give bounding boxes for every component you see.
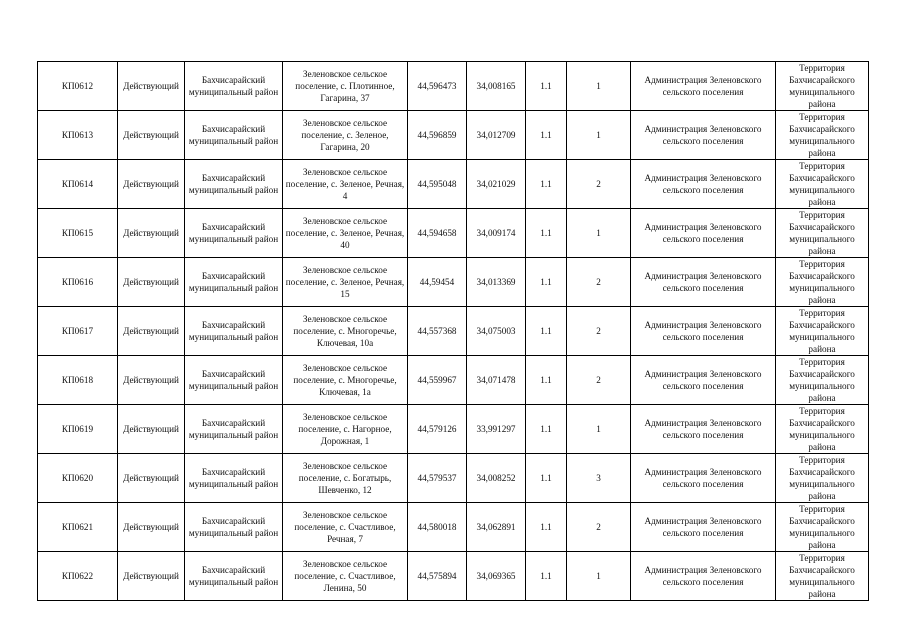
- status-cell: Действующий: [118, 160, 185, 209]
- longitude-cell: 34,009174: [467, 209, 526, 258]
- service-zone-cell: Территория Бахчисарайского муниципального района: [776, 62, 869, 111]
- latitude-cell: 44,59454: [408, 258, 467, 307]
- collection-points-table: [37, 61, 869, 601]
- status-cell: Действующий: [118, 209, 185, 258]
- table-body: [38, 62, 869, 601]
- longitude-cell: 34,069365: [467, 552, 526, 601]
- address-cell: Зеленовское сельское поселение, с. Многоречье, Ключевая, 1а: [283, 356, 408, 405]
- container-count-cell: 1: [567, 552, 631, 601]
- service-zone-cell: Территория Бахчисарайского муниципального района: [776, 307, 869, 356]
- type-cell: 1.1: [526, 503, 567, 552]
- address-cell: Зеленовское сельское поселение, с. Зеленое, Речная, 15: [283, 258, 408, 307]
- type-cell: 1.1: [526, 454, 567, 503]
- container-count-cell: 2: [567, 356, 631, 405]
- type-cell: 1.1: [526, 209, 567, 258]
- owner-cell: Администрация Зеленовского сельского поселения: [631, 111, 776, 160]
- latitude-cell: 44,579537: [408, 454, 467, 503]
- district-cell: Бахчисарайский муниципальный район: [185, 111, 283, 160]
- status-cell: Действующий: [118, 307, 185, 356]
- address-cell: Зеленовское сельское поселение, с. Зеленое, Речная, 4: [283, 160, 408, 209]
- address-cell: Зеленовское сельское поселение, с. Нагорное, Дорожная, 1: [283, 405, 408, 454]
- point-code-cell: КП0614: [38, 160, 118, 209]
- table-row: [38, 454, 869, 503]
- table-row: [38, 552, 869, 601]
- point-code-cell: КП0622: [38, 552, 118, 601]
- status-cell: Действующий: [118, 405, 185, 454]
- district-cell: Бахчисарайский муниципальный район: [185, 356, 283, 405]
- point-code-cell: КП0613: [38, 111, 118, 160]
- district-cell: Бахчисарайский муниципальный район: [185, 209, 283, 258]
- status-cell: Действующий: [118, 356, 185, 405]
- service-zone-cell: Территория Бахчисарайского муниципального района: [776, 111, 869, 160]
- district-cell: Бахчисарайский муниципальный район: [185, 62, 283, 111]
- status-cell: Действующий: [118, 258, 185, 307]
- district-cell: Бахчисарайский муниципальный район: [185, 552, 283, 601]
- latitude-cell: 44,575894: [408, 552, 467, 601]
- owner-cell: Администрация Зеленовского сельского поселения: [631, 405, 776, 454]
- type-cell: 1.1: [526, 258, 567, 307]
- district-cell: Бахчисарайский муниципальный район: [185, 503, 283, 552]
- container-count-cell: 2: [567, 307, 631, 356]
- district-cell: Бахчисарайский муниципальный район: [185, 160, 283, 209]
- status-cell: Действующий: [118, 62, 185, 111]
- point-code-cell: КП0621: [38, 503, 118, 552]
- table-row: [38, 111, 869, 160]
- owner-cell: Администрация Зеленовского сельского поселения: [631, 454, 776, 503]
- address-cell: Зеленовское сельское поселение, с. Плотинное, Гагарина, 37: [283, 62, 408, 111]
- latitude-cell: 44,595048: [408, 160, 467, 209]
- owner-cell: Администрация Зеленовского сельского поселения: [631, 209, 776, 258]
- latitude-cell: 44,594658: [408, 209, 467, 258]
- address-cell: Зеленовское сельское поселение, с. Зеленое, Речная, 40: [283, 209, 408, 258]
- longitude-cell: 34,075003: [467, 307, 526, 356]
- latitude-cell: 44,559967: [408, 356, 467, 405]
- longitude-cell: 33,991297: [467, 405, 526, 454]
- latitude-cell: 44,579126: [408, 405, 467, 454]
- container-count-cell: 1: [567, 111, 631, 160]
- table-row: [38, 503, 869, 552]
- owner-cell: Администрация Зеленовского сельского поселения: [631, 258, 776, 307]
- type-cell: 1.1: [526, 62, 567, 111]
- point-code-cell: КП0617: [38, 307, 118, 356]
- district-cell: Бахчисарайский муниципальный район: [185, 258, 283, 307]
- point-code-cell: КП0615: [38, 209, 118, 258]
- address-cell: Зеленовское сельское поселение, с. Зеленое, Гагарина, 20: [283, 111, 408, 160]
- service-zone-cell: Территория Бахчисарайского муниципального района: [776, 405, 869, 454]
- district-cell: Бахчисарайский муниципальный район: [185, 307, 283, 356]
- service-zone-cell: Территория Бахчисарайского муниципального района: [776, 258, 869, 307]
- container-count-cell: 3: [567, 454, 631, 503]
- address-cell: Зеленовское сельское поселение, с. Многоречье, Ключевая, 10а: [283, 307, 408, 356]
- point-code-cell: КП0618: [38, 356, 118, 405]
- owner-cell: Администрация Зеленовского сельского поселения: [631, 62, 776, 111]
- status-cell: Действующий: [118, 454, 185, 503]
- table-row: [38, 62, 869, 111]
- longitude-cell: 34,062891: [467, 503, 526, 552]
- type-cell: 1.1: [526, 307, 567, 356]
- service-zone-cell: Территория Бахчисарайского муниципального района: [776, 503, 869, 552]
- table-row: [38, 258, 869, 307]
- address-cell: Зеленовское сельское поселение, с. Богатырь, Шевченко, 12: [283, 454, 408, 503]
- table-row: [38, 405, 869, 454]
- status-cell: Действующий: [118, 111, 185, 160]
- status-cell: Действующий: [118, 552, 185, 601]
- container-count-cell: 2: [567, 258, 631, 307]
- container-count-cell: 2: [567, 160, 631, 209]
- latitude-cell: 44,596473: [408, 62, 467, 111]
- service-zone-cell: Территория Бахчисарайского муниципального района: [776, 160, 869, 209]
- table-row: [38, 209, 869, 258]
- point-code-cell: КП0619: [38, 405, 118, 454]
- point-code-cell: КП0616: [38, 258, 118, 307]
- owner-cell: Администрация Зеленовского сельского поселения: [631, 160, 776, 209]
- longitude-cell: 34,012709: [467, 111, 526, 160]
- container-count-cell: 1: [567, 62, 631, 111]
- district-cell: Бахчисарайский муниципальный район: [185, 405, 283, 454]
- service-zone-cell: Территория Бахчисарайского муниципального района: [776, 454, 869, 503]
- container-count-cell: 1: [567, 405, 631, 454]
- type-cell: 1.1: [526, 160, 567, 209]
- address-cell: Зеленовское сельское поселение, с. Счастливое, Ленина, 50: [283, 552, 408, 601]
- owner-cell: Администрация Зеленовского сельского поселения: [631, 356, 776, 405]
- type-cell: 1.1: [526, 405, 567, 454]
- point-code-cell: КП0612: [38, 62, 118, 111]
- owner-cell: Администрация Зеленовского сельского поселения: [631, 552, 776, 601]
- type-cell: 1.1: [526, 552, 567, 601]
- latitude-cell: 44,596859: [408, 111, 467, 160]
- table-row: [38, 160, 869, 209]
- table-row: [38, 307, 869, 356]
- type-cell: 1.1: [526, 111, 567, 160]
- longitude-cell: 34,008165: [467, 62, 526, 111]
- container-count-cell: 1: [567, 209, 631, 258]
- service-zone-cell: Территория Бахчисарайского муниципального района: [776, 356, 869, 405]
- longitude-cell: 34,021029: [467, 160, 526, 209]
- longitude-cell: 34,013369: [467, 258, 526, 307]
- type-cell: 1.1: [526, 356, 567, 405]
- service-zone-cell: Территория Бахчисарайского муниципального района: [776, 552, 869, 601]
- latitude-cell: 44,557368: [408, 307, 467, 356]
- owner-cell: Администрация Зеленовского сельского поселения: [631, 307, 776, 356]
- service-zone-cell: Территория Бахчисарайского муниципального района: [776, 209, 869, 258]
- table-row: [38, 356, 869, 405]
- longitude-cell: 34,008252: [467, 454, 526, 503]
- owner-cell: Администрация Зеленовского сельского поселения: [631, 503, 776, 552]
- latitude-cell: 44,580018: [408, 503, 467, 552]
- address-cell: Зеленовское сельское поселение, с. Счастливое, Речная, 7: [283, 503, 408, 552]
- longitude-cell: 34,071478: [467, 356, 526, 405]
- status-cell: Действующий: [118, 503, 185, 552]
- district-cell: Бахчисарайский муниципальный район: [185, 454, 283, 503]
- point-code-cell: КП0620: [38, 454, 118, 503]
- container-count-cell: 2: [567, 503, 631, 552]
